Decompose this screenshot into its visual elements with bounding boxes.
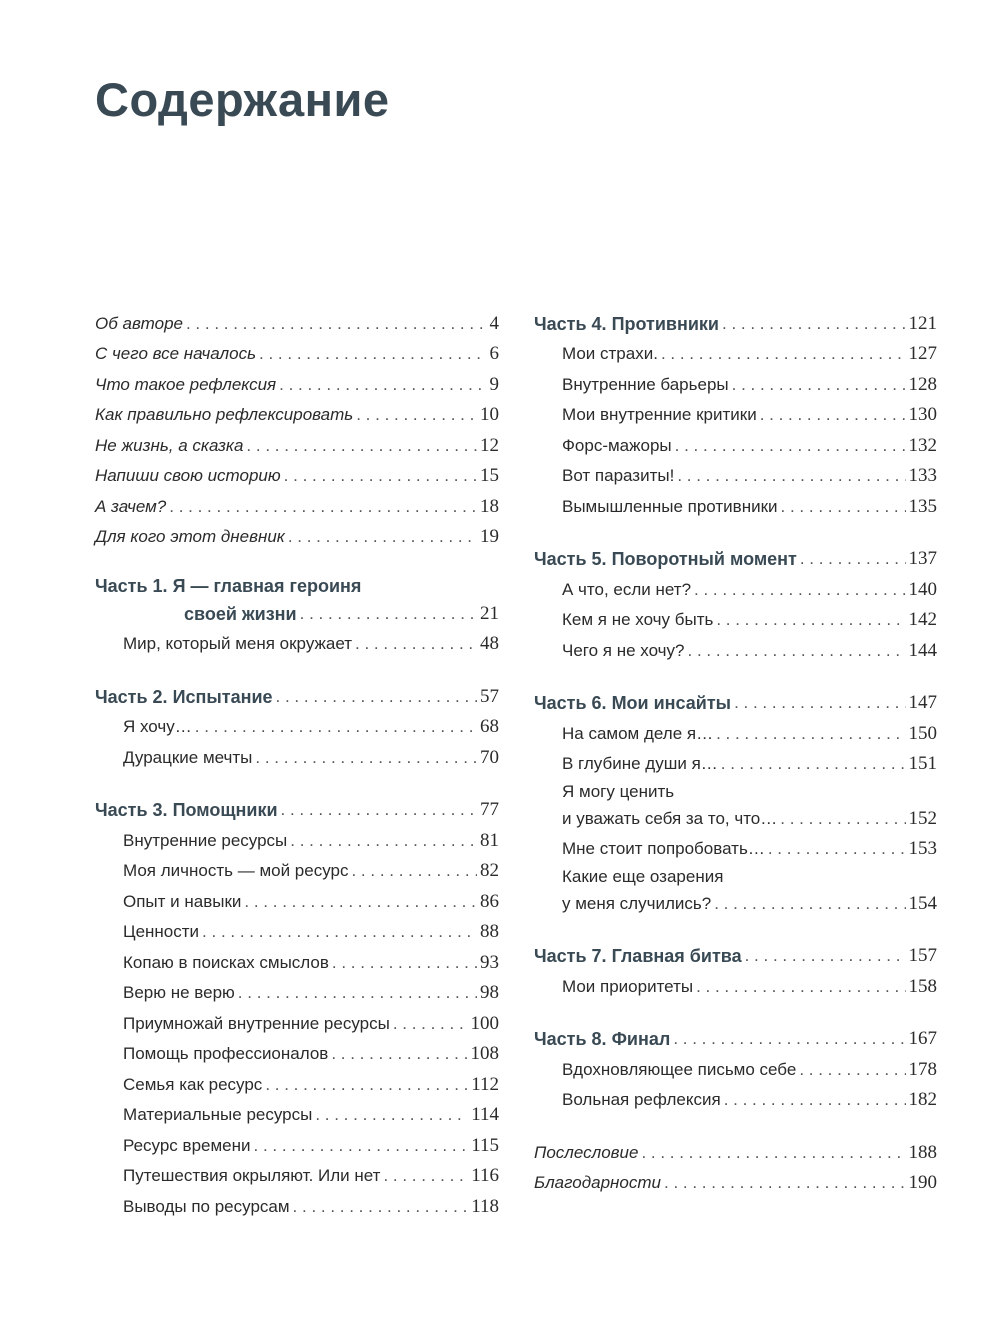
toc-entry[interactable] [95,460,499,491]
toc-entry-title: Что такое рефлексия [95,374,277,394]
toc-entry[interactable] [534,717,937,748]
page-title: Содержание [95,73,390,126]
toc-entry-page: 137 [908,548,937,569]
dot-leader [677,466,905,490]
toc-entry-title: Как правильно рефлексировать [95,405,354,424]
toc-entry-title: Мои внутренние критики [562,405,757,424]
dot-leader [254,1136,469,1160]
toc-entry-page: 21 [480,602,499,624]
dot-leader [734,693,905,717]
toc-entry-title: Вымышленные противники [562,496,778,516]
dot-leader [688,641,906,665]
toc-entry-title: Ценности [123,922,200,941]
toc-entry-title: Мир, который меня окружает [123,634,353,653]
toc-entry-page: 4 [489,312,499,334]
dot-leader [356,405,477,429]
toc-entry-page: 70 [480,746,499,768]
dot-leader [781,497,906,521]
part-title: Часть 4. Противники [534,313,720,334]
toc-entry[interactable] [534,604,937,635]
toc-entry[interactable] [95,490,499,521]
toc-entry-page: 77 [480,799,499,820]
toc-entry-title: Для кого этот дневник [95,527,285,546]
dot-leader [186,314,487,338]
toc-entry-page: 132 [908,434,937,456]
part-8-heading[interactable] [534,1023,937,1054]
dot-leader [760,405,906,429]
dot-leader [293,1197,469,1221]
toc-entry-title: Послесловие [534,1142,639,1162]
toc-entry[interactable] [95,521,499,552]
dot-leader [383,1166,468,1190]
dot-leader [238,983,477,1007]
toc-entry-title: Не жизнь, а сказка [95,435,244,455]
toc-entry-title: С чего все началось [95,344,257,363]
toc-entry-title: Форс-мажоры [562,435,672,455]
dot-leader [331,1044,467,1068]
dot-leader [721,754,906,778]
dot-leader [351,861,477,885]
toc-entry-title: Ресурс времени [123,1135,251,1155]
toc-entry-page: 10 [480,404,499,425]
toc-entry[interactable] [534,802,937,833]
toc-entry[interactable] [534,634,937,665]
toc-entry-title: Об авторе [95,313,183,333]
dot-leader [732,375,906,399]
toc-entry-page: 133 [908,465,937,486]
toc-entry-page: 93 [480,951,499,973]
toc-entry-title: Путешествия окрыляют. Или нет [123,1166,381,1185]
toc-right-column [534,307,937,1197]
part-7-heading[interactable] [534,940,937,971]
dot-leader [673,1029,905,1053]
dot-leader [202,922,477,946]
toc-entry[interactable] [534,399,937,430]
dot-leader [393,1014,468,1038]
toc-entry-title: Кем я не хочу быть [562,610,714,629]
toc-entry-page: 121 [908,312,937,334]
dot-leader [724,1090,906,1114]
toc-entry-title: Семья как ресурс [123,1074,263,1094]
part-3-heading[interactable] [95,794,499,825]
dot-leader [694,580,905,604]
toc-entry-page: 188 [908,1141,937,1163]
part-2-heading[interactable] [95,680,499,711]
toc-entry[interactable] [534,833,937,864]
dot-leader [799,1060,905,1084]
dot-leader [300,604,477,628]
toc-entry[interactable] [95,628,499,659]
toc-entry-page: 142 [908,609,937,630]
dot-leader [355,634,477,658]
toc-entry-title: Вот паразиты! [562,466,675,485]
toc-entry[interactable] [95,855,499,886]
toc-entry-page: 18 [480,495,499,517]
toc-entry-title: Мои страхи. [562,344,658,363]
dot-leader [281,800,477,824]
toc-entry-title-line1[interactable]: Я могу ценить [562,782,675,801]
toc-entry-page: 15 [480,465,499,486]
toc-entry-title: Дурацкие мечты [123,747,253,767]
part-title: Часть 3. Помощники [95,800,278,820]
toc-entry-page: 118 [471,1195,499,1217]
toc-entry[interactable] [95,916,499,947]
toc-entry[interactable] [95,946,499,977]
toc-entry-page: 6 [489,343,499,364]
dot-leader [332,953,477,977]
toc-entry-page: 116 [471,1165,499,1186]
toc-entry-page: 115 [471,1134,499,1156]
toc-entry-page: 152 [908,807,937,829]
dot-leader [664,1173,906,1197]
dot-leader [279,375,486,399]
toc-entry-page: 108 [470,1043,499,1064]
dot-leader [722,314,905,338]
toc-entry-page: 167 [908,1028,937,1049]
dot-leader [195,717,477,741]
part-title: Часть 7. Главная битва [534,946,742,966]
part-4-heading[interactable] [534,307,937,338]
dot-leader [246,436,477,460]
toc-entry-title: Внутренние барьеры [562,374,729,394]
toc-entry-page: 57 [480,685,499,707]
dot-leader [800,549,906,573]
toc-entry-page: 178 [908,1058,937,1080]
toc-left-column [95,307,499,1221]
toc-entry-title: В глубине души я… [562,754,718,773]
dot-leader [745,946,906,970]
toc-entry[interactable] [95,977,499,1008]
toc-entry-title: Мне стоит попробовать… [562,839,765,858]
toc-entry-page: 150 [908,722,937,744]
toc-entry-page: 144 [908,639,937,661]
part-title: Часть 2. Испытание [95,686,273,707]
toc-entry-page: 147 [908,692,937,713]
part-title: Часть 8. Финал [534,1029,671,1049]
dot-leader [675,436,906,460]
toc-entry[interactable] [95,338,499,369]
toc-entry[interactable] [95,1129,499,1160]
toc-entry-title: Вдохновляющее письмо себе [562,1059,797,1079]
dot-leader [716,610,905,634]
toc-entry-page: 100 [470,1012,499,1034]
toc-entry[interactable] [534,1136,937,1167]
toc-entry[interactable] [534,573,937,604]
toc-entry-page: 12 [480,434,499,456]
toc-entry-page: 48 [480,633,499,654]
toc-entry[interactable] [95,1190,499,1221]
toc-entry-page: 151 [908,753,937,774]
dot-leader [244,892,477,916]
dot-leader [768,839,906,863]
toc-entry-page: 182 [908,1089,937,1110]
toc-entry-title: Внутренние ресурсы [123,830,288,850]
toc-entry[interactable] [534,460,937,491]
toc-entry[interactable] [95,1038,499,1069]
part-1-heading[interactable] [95,597,499,628]
part-1-title-line2: своей жизни [184,603,297,624]
toc-entry-title: Моя личность — мой ресурс [123,861,349,880]
toc-entry-title: Благодарности [534,1173,661,1192]
part-6-heading[interactable] [534,687,937,718]
dot-leader [169,497,477,521]
toc-entry-page: 154 [908,892,937,914]
toc-entry[interactable] [95,368,499,399]
toc-entry-title: Я хочу… [123,717,192,736]
toc-entry[interactable] [95,741,499,772]
dot-leader [255,748,477,772]
toc-entry-page: 114 [471,1104,499,1125]
toc-entry-page: 128 [908,373,937,395]
toc-entry-page: 9 [489,373,499,395]
toc-entry[interactable] [534,368,937,399]
dot-leader [265,1075,468,1099]
toc-entry[interactable] [95,399,499,430]
toc-entry-page: 112 [471,1073,499,1095]
toc-entry[interactable] [534,748,937,779]
toc-entry-title: А зачем? [95,496,167,516]
toc-entry-page: 86 [480,890,499,912]
dot-leader [716,724,905,748]
toc-entry-page: 157 [908,945,937,966]
toc-entry[interactable] [95,429,499,460]
toc-entry-page: 153 [908,838,937,859]
toc-entry[interactable] [95,824,499,855]
dot-leader [315,1105,468,1129]
part-1-title-line1[interactable]: Часть 1. Я — главная героиня [95,576,362,596]
toc-entry-title: Вольная рефлексия [562,1090,721,1109]
toc-entry[interactable] [95,1007,499,1038]
toc-entry[interactable] [534,1084,937,1115]
toc-entry-page: 127 [908,343,937,364]
toc-entry[interactable] [534,429,937,460]
part-title: Часть 6. Мои инсайты [534,693,732,713]
toc-entry-title: А что, если нет? [562,579,692,599]
toc-entry-title: Выводы по ресурсам [123,1196,290,1216]
toc-entry-page: 19 [480,526,499,547]
toc-entry[interactable] [95,885,499,916]
toc-entry-page: 158 [908,975,937,997]
toc-entry[interactable] [95,1068,499,1099]
dot-leader [290,831,477,855]
toc-entry-page: 88 [480,921,499,942]
dot-leader [641,1143,905,1167]
toc-entry-title: На самом деле я… [562,723,714,743]
toc-entry-title-line2: и уважать себя за то, что… [562,808,778,828]
dot-leader [276,687,477,711]
toc-entry[interactable] [95,307,499,338]
toc-entry[interactable] [534,887,937,918]
toc-entry[interactable] [95,1160,499,1191]
toc-entry-title: Опыт и навыки [123,891,242,911]
toc-entry[interactable] [534,970,937,1001]
toc-entry[interactable] [95,711,499,742]
toc-entry-title-line2: у меня случились? [562,893,712,913]
toc-entry[interactable] [534,338,937,369]
toc-entry-page: 190 [908,1172,937,1193]
toc-entry-title: Мои приоритеты [562,976,694,996]
part-5-heading[interactable] [534,543,937,574]
toc-entry[interactable] [534,1167,937,1198]
toc-entry-page: 81 [480,829,499,851]
toc-entry-page: 130 [908,404,937,425]
toc-entry-title: Напиши свою историю [95,466,281,485]
toc-entry-page: 82 [480,860,499,881]
toc-entry-title: Верю не верю [123,983,235,1002]
toc-entry-page: 98 [480,982,499,1003]
toc-entry[interactable] [95,1099,499,1130]
toc-entry-title: Копаю в поисках смыслов [123,952,329,972]
toc-entry-page: 135 [908,495,937,517]
toc-entry[interactable] [534,1053,937,1084]
toc-entry-title: Материальные ресурсы [123,1105,313,1124]
toc-entry-title: Чего я не хочу? [562,640,685,660]
dot-leader [288,527,477,551]
dot-leader [661,344,906,368]
dot-leader [284,466,477,490]
dot-leader [259,344,486,368]
part-title: Часть 5. Поворотный момент [534,549,797,569]
dot-leader [714,894,905,918]
toc-entry-title: Приумножай внутренние ресурсы [123,1013,390,1033]
toc-entry-page: 68 [480,716,499,737]
dot-leader [780,809,905,833]
toc-entry-page: 140 [908,578,937,600]
toc-entry[interactable] [534,490,937,521]
toc-entry-title-line1[interactable]: Какие еще озарения [562,867,724,886]
dot-leader [696,977,905,1001]
toc-entry-title: Помощь профессионалов [123,1044,329,1063]
